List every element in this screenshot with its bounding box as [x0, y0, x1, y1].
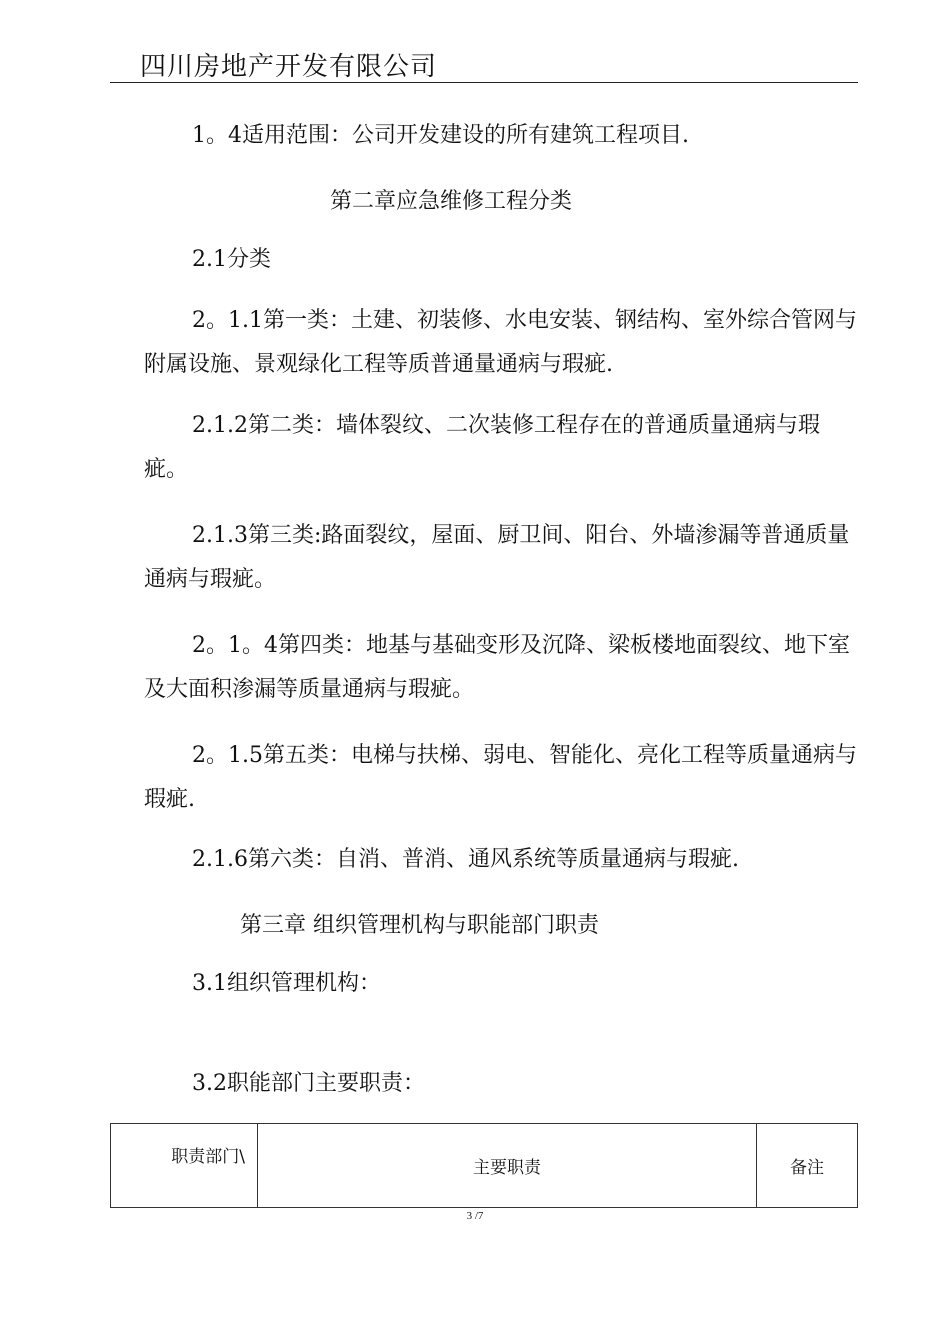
document-header-company: 四川房地产开发有限公司: [140, 52, 438, 82]
paragraph-2-1: 2.1分类: [192, 247, 271, 272]
paragraph-2-1-3: 2.1.3第三类:路面裂纹，屋面、厨卫间、阳台、外墙渗漏等普通质量通病与瑕疵。: [144, 523, 850, 592]
header-cell-main-duties: 主要职责: [258, 1124, 757, 1208]
paragraph-2-1-5: 2。1.5第五类：电梯与扶梯、弱电、智能化、亮化工程等质量通病与瑕疵.: [144, 743, 857, 812]
paragraph-2-1-2: 2.1.2第二类：墙体裂纹、二次装修工程存在的普通质量通病与瑕疵。: [144, 413, 820, 482]
paragraph-2-1-1: 2。1.1第一类：土建、初装修、水电安装、钢结构、室外综合管网与附属设施、景观绿化工程等质普通量通病与瑕疵.: [144, 308, 857, 377]
paragraph-3-2: 3.2职能部门主要职责：: [192, 1071, 425, 1096]
table-header-row: [111, 1124, 858, 1208]
page-number: 3 /7: [466, 1210, 484, 1222]
chapter-2-heading: 第二章应急维修工程分类: [330, 189, 573, 214]
paragraph-3-1: 3.1组织管理机构：: [192, 971, 381, 996]
paragraph-2-1-4: 2。1。4第四类：地基与基础变形及沉降、梁板楼地面裂纹、地下室及大面积渗漏等质量通病与瑕疵。: [144, 633, 850, 702]
header-divider: [110, 82, 858, 83]
paragraph-2-1-6: 2.1.6第六类：自消、普消、通风系统等质量通病与瑕疵.: [192, 847, 739, 872]
header-cell-department: 职责部门\: [111, 1124, 258, 1208]
chapter-3-heading: 第三章 组织管理机构与职能部门职责: [240, 913, 599, 938]
paragraph-1-4: 1。4适用范围：公司开发建设的所有建筑工程项目.: [192, 123, 689, 148]
duties-table: [110, 1123, 858, 1208]
header-cell-remarks: 备注: [757, 1124, 858, 1208]
